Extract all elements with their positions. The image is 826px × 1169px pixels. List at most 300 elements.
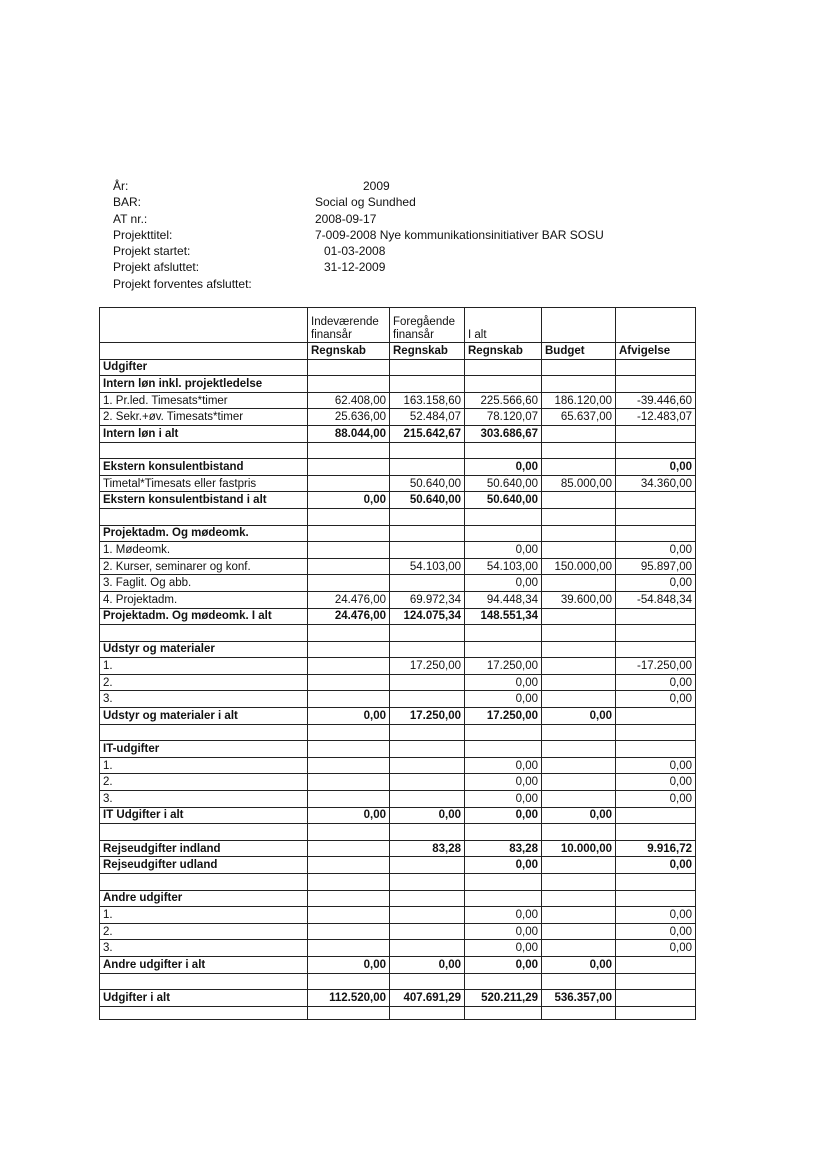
row-label-cell: Andre udgifter	[100, 890, 308, 907]
value-cell	[390, 824, 465, 841]
header-cell	[542, 308, 616, 343]
row-label-cell: Intern løn i alt	[100, 425, 308, 442]
value-cell: 0,00	[616, 674, 696, 691]
value-cell: 303.686,67	[465, 425, 542, 442]
row-label-cell: 1. Mødeomk.	[100, 542, 308, 559]
value-cell	[616, 492, 696, 509]
value-cell	[308, 741, 390, 758]
value-cell: 0,00	[542, 956, 616, 973]
header-cell: Regnskab	[390, 343, 465, 360]
value-cell	[390, 542, 465, 559]
value-cell	[542, 525, 616, 542]
row-label-cell: 3.	[100, 791, 308, 808]
value-cell	[616, 708, 696, 725]
value-cell: 0,00	[465, 956, 542, 973]
value-cell	[390, 741, 465, 758]
table-row	[100, 492, 696, 509]
table-row	[100, 376, 696, 393]
value-cell	[390, 857, 465, 874]
value-cell	[465, 824, 542, 841]
table-row	[100, 923, 696, 940]
value-cell	[390, 907, 465, 924]
value-cell: 0,00	[542, 807, 616, 824]
value-cell	[542, 824, 616, 841]
value-cell	[465, 890, 542, 907]
value-cell	[542, 608, 616, 625]
table-row	[100, 658, 696, 675]
value-cell	[616, 956, 696, 973]
value-cell: 150.000,00	[542, 558, 616, 575]
value-cell	[542, 508, 616, 525]
row-label-cell: Andre udgifter i alt	[100, 956, 308, 973]
value-cell	[308, 940, 390, 957]
row-label-cell: Rejseudgifter indland	[100, 840, 308, 857]
row-label-cell	[100, 724, 308, 741]
value-cell	[616, 874, 696, 891]
value-cell	[390, 508, 465, 525]
header-cell: Budget	[542, 343, 616, 360]
table-row	[100, 575, 696, 592]
value-cell	[308, 890, 390, 907]
value-cell	[308, 558, 390, 575]
value-cell: 24.476,00	[308, 591, 390, 608]
value-cell: 0,00	[616, 542, 696, 559]
value-cell: 0,00	[465, 575, 542, 592]
value-cell: 520.211,29	[465, 990, 542, 1007]
row-label-cell: 4. Projektadm.	[100, 591, 308, 608]
value-cell	[308, 625, 390, 642]
value-cell	[542, 774, 616, 791]
row-label-cell: 1.	[100, 757, 308, 774]
value-cell	[465, 625, 542, 642]
row-label-cell: 3.	[100, 691, 308, 708]
value-cell	[390, 890, 465, 907]
value-cell: 0,00	[465, 542, 542, 559]
value-cell: 9.916,72	[616, 840, 696, 857]
row-label-cell: 1.	[100, 907, 308, 924]
value-cell	[465, 641, 542, 658]
value-cell	[542, 907, 616, 924]
info-label: BAR:	[113, 195, 142, 210]
value-cell	[390, 724, 465, 741]
value-cell	[465, 508, 542, 525]
value-cell: 0,00	[616, 459, 696, 476]
value-cell: 163.158,60	[390, 392, 465, 409]
header-cell: Regnskab	[465, 343, 542, 360]
table-row	[100, 874, 696, 891]
row-label-cell: Ekstern konsulentbistand	[100, 459, 308, 476]
row-label-cell: Ekstern konsulentbistand i alt	[100, 492, 308, 509]
value-cell	[390, 923, 465, 940]
value-cell	[465, 973, 542, 990]
table-row	[100, 641, 696, 658]
value-cell	[542, 757, 616, 774]
value-cell	[616, 824, 696, 841]
row-label-cell	[100, 442, 308, 459]
row-label-cell: Intern løn inkl. projektledelse	[100, 376, 308, 393]
value-cell	[542, 459, 616, 476]
value-cell	[308, 525, 390, 542]
value-cell: -12.483,07	[616, 409, 696, 426]
table-row	[100, 724, 696, 741]
value-cell	[465, 741, 542, 758]
value-cell: 0,00	[616, 575, 696, 592]
value-cell: 62.408,00	[308, 392, 390, 409]
value-cell	[542, 674, 616, 691]
value-cell: 88.044,00	[308, 425, 390, 442]
value-cell: 0,00	[308, 492, 390, 509]
value-cell: -54.848,34	[616, 591, 696, 608]
row-label-cell: 1.	[100, 658, 308, 675]
value-cell: 225.566,60	[465, 392, 542, 409]
value-cell: 0,00	[465, 940, 542, 957]
value-cell	[542, 691, 616, 708]
value-cell: 52.484,07	[390, 409, 465, 426]
value-cell: 50.640,00	[465, 475, 542, 492]
value-cell	[308, 874, 390, 891]
row-label-cell	[100, 625, 308, 642]
table-row	[100, 625, 696, 642]
value-cell	[390, 359, 465, 376]
value-cell: 25.636,00	[308, 409, 390, 426]
value-cell: 0,00	[465, 907, 542, 924]
value-cell: 0,00	[465, 691, 542, 708]
value-cell	[465, 724, 542, 741]
value-cell: 54.103,00	[390, 558, 465, 575]
value-cell: 0,00	[465, 857, 542, 874]
header-cell	[100, 343, 308, 360]
table-row	[100, 840, 696, 857]
table-row	[100, 442, 696, 459]
table-row	[100, 973, 696, 990]
value-cell	[390, 625, 465, 642]
value-cell	[465, 525, 542, 542]
value-cell	[390, 774, 465, 791]
table-row	[100, 508, 696, 525]
table-row	[100, 824, 696, 841]
value-cell	[390, 575, 465, 592]
row-label-cell: Rejseudgifter udland	[100, 857, 308, 874]
table-row	[100, 1006, 696, 1019]
value-cell: 0,00	[465, 757, 542, 774]
value-cell	[390, 641, 465, 658]
value-cell	[616, 1006, 696, 1019]
value-cell: 124.075,34	[390, 608, 465, 625]
value-cell: 17.250,00	[390, 658, 465, 675]
value-cell	[542, 442, 616, 459]
value-cell	[542, 575, 616, 592]
value-cell	[308, 674, 390, 691]
row-label-cell: 3.	[100, 940, 308, 957]
value-cell: 215.642,67	[390, 425, 465, 442]
value-cell	[308, 923, 390, 940]
header-cell: Foregående finansår	[390, 308, 465, 343]
row-label-cell: Udgifter i alt	[100, 990, 308, 1007]
value-cell	[542, 641, 616, 658]
value-cell	[542, 857, 616, 874]
value-cell: -39.446,60	[616, 392, 696, 409]
value-cell	[308, 475, 390, 492]
table-row	[100, 807, 696, 824]
value-cell	[542, 724, 616, 741]
header-cell: Regnskab	[308, 343, 390, 360]
row-label-cell: Udgifter	[100, 359, 308, 376]
value-cell	[542, 376, 616, 393]
value-cell	[616, 807, 696, 824]
value-cell: 17.250,00	[465, 658, 542, 675]
value-cell	[542, 741, 616, 758]
row-label-cell: 2.	[100, 923, 308, 940]
value-cell	[616, 641, 696, 658]
table-row	[100, 741, 696, 758]
value-cell	[542, 625, 616, 642]
value-cell: 112.520,00	[308, 990, 390, 1007]
table-row	[100, 425, 696, 442]
budget-table	[99, 307, 696, 1020]
value-cell: 34.360,00	[616, 475, 696, 492]
value-cell: 0,00	[616, 923, 696, 940]
row-label-cell: 3. Faglit. Og abb.	[100, 575, 308, 592]
value-cell	[542, 890, 616, 907]
value-cell	[390, 874, 465, 891]
table-row	[100, 774, 696, 791]
info-label: År:	[113, 179, 129, 193]
value-cell: 85.000,00	[542, 475, 616, 492]
value-cell: 0,00	[616, 757, 696, 774]
info-value: 01-03-2008	[324, 244, 386, 259]
value-cell: 0,00	[542, 708, 616, 725]
row-label-cell: Projektadm. Og mødeomk.	[100, 525, 308, 542]
table-row	[100, 990, 696, 1007]
table-row	[100, 459, 696, 476]
row-label-cell: IT-udgifter	[100, 741, 308, 758]
table-row	[100, 890, 696, 907]
table-header-row	[100, 308, 696, 343]
value-cell	[390, 525, 465, 542]
table-row	[100, 525, 696, 542]
value-cell	[390, 459, 465, 476]
table-row	[100, 591, 696, 608]
value-cell: 0,00	[616, 774, 696, 791]
value-cell: 536.357,00	[542, 990, 616, 1007]
value-cell	[390, 376, 465, 393]
table-row	[100, 409, 696, 426]
value-cell: 0,00	[390, 956, 465, 973]
value-cell	[542, 923, 616, 940]
row-label-cell	[100, 508, 308, 525]
table-row	[100, 475, 696, 492]
value-cell	[308, 757, 390, 774]
table-subheader-row	[100, 343, 696, 360]
value-cell: 94.448,34	[465, 591, 542, 608]
value-cell	[308, 641, 390, 658]
table-row	[100, 691, 696, 708]
table-row	[100, 708, 696, 725]
value-cell: -17.250,00	[616, 658, 696, 675]
row-label-cell	[100, 824, 308, 841]
value-cell	[616, 990, 696, 1007]
value-cell	[308, 824, 390, 841]
row-label-cell: 2.	[100, 674, 308, 691]
value-cell	[542, 658, 616, 675]
value-cell	[308, 508, 390, 525]
table-row	[100, 907, 696, 924]
value-cell	[616, 359, 696, 376]
table-row	[100, 940, 696, 957]
table-row	[100, 392, 696, 409]
header-cell: Afvigelse	[616, 343, 696, 360]
value-cell: 50.640,00	[390, 475, 465, 492]
table-row	[100, 956, 696, 973]
row-label-cell: 2. Sekr.+øv. Timesats*timer	[100, 409, 308, 426]
row-label-cell: Projektadm. Og mødeomk. I alt	[100, 608, 308, 625]
value-cell	[308, 359, 390, 376]
value-cell: 186.120,00	[542, 392, 616, 409]
value-cell: 10.000,00	[542, 840, 616, 857]
value-cell	[542, 1006, 616, 1019]
budget-table-body	[100, 308, 696, 1020]
value-cell	[616, 608, 696, 625]
value-cell: 83,28	[465, 840, 542, 857]
value-cell: 0,00	[616, 691, 696, 708]
table-row	[100, 674, 696, 691]
value-cell: 17.250,00	[465, 708, 542, 725]
value-cell: 0,00	[465, 674, 542, 691]
value-cell	[308, 907, 390, 924]
value-cell	[616, 425, 696, 442]
info-label: AT nr.:	[113, 211, 148, 226]
value-cell: 50.640,00	[465, 492, 542, 509]
value-cell: 0,00	[308, 956, 390, 973]
value-cell	[465, 442, 542, 459]
row-label-cell: 2.	[100, 774, 308, 791]
row-label-cell	[100, 1006, 308, 1019]
value-cell: 17.250,00	[390, 708, 465, 725]
row-label-cell: Udstyr og materialer i alt	[100, 708, 308, 725]
value-cell	[308, 973, 390, 990]
info-label: Projekttitel:	[113, 227, 173, 242]
value-cell	[308, 376, 390, 393]
value-cell	[308, 442, 390, 459]
value-cell: 407.691,29	[390, 990, 465, 1007]
value-cell	[616, 376, 696, 393]
value-cell	[616, 973, 696, 990]
value-cell	[616, 890, 696, 907]
info-value: 2008-09-17	[315, 211, 377, 226]
value-cell: 78.120,07	[465, 409, 542, 426]
value-cell	[616, 442, 696, 459]
value-cell	[465, 359, 542, 376]
value-cell: 39.600,00	[542, 591, 616, 608]
info-value: Social og Sundhed	[315, 195, 416, 210]
value-cell: 0,00	[616, 940, 696, 957]
info-label: Projekt startet:	[113, 244, 191, 259]
row-label-cell: IT Udgifter i alt	[100, 807, 308, 824]
row-label-cell: 2. Kurser, seminarer og konf.	[100, 558, 308, 575]
info-value: 7-009-2008 Nye kommunikationsinitiativer BAR SOSU	[315, 227, 604, 242]
value-cell	[542, 542, 616, 559]
value-cell: 0,00	[308, 807, 390, 824]
value-cell: 0,00	[465, 459, 542, 476]
value-cell	[465, 874, 542, 891]
value-cell: 0,00	[616, 791, 696, 808]
table-row	[100, 558, 696, 575]
value-cell	[390, 674, 465, 691]
value-cell	[542, 791, 616, 808]
value-cell	[390, 940, 465, 957]
value-cell: 148.551,34	[465, 608, 542, 625]
value-cell	[390, 757, 465, 774]
value-cell: 95.897,00	[616, 558, 696, 575]
header-cell: Indeværende finansår	[308, 308, 390, 343]
value-cell	[616, 625, 696, 642]
value-cell: 69.972,34	[390, 591, 465, 608]
value-cell: 65.637,00	[542, 409, 616, 426]
value-cell	[542, 940, 616, 957]
value-cell: 24.476,00	[308, 608, 390, 625]
value-cell: 0,00	[308, 708, 390, 725]
value-cell	[308, 840, 390, 857]
value-cell: 0,00	[465, 923, 542, 940]
table-row	[100, 757, 696, 774]
row-label-cell: Udstyr og materialer	[100, 641, 308, 658]
value-cell	[308, 1006, 390, 1019]
value-cell	[308, 459, 390, 476]
table-row	[100, 542, 696, 559]
row-label-cell	[100, 973, 308, 990]
value-cell	[308, 857, 390, 874]
value-cell	[390, 791, 465, 808]
value-cell	[616, 724, 696, 741]
value-cell: 50.640,00	[390, 492, 465, 509]
value-cell	[308, 724, 390, 741]
table-row	[100, 791, 696, 808]
value-cell	[542, 359, 616, 376]
row-label-cell: 1. Pr.led. Timesats*timer	[100, 392, 308, 409]
value-cell	[308, 575, 390, 592]
value-cell	[542, 492, 616, 509]
value-cell: 0,00	[465, 807, 542, 824]
value-cell	[616, 741, 696, 758]
value-cell	[542, 425, 616, 442]
value-cell	[542, 874, 616, 891]
value-cell	[616, 525, 696, 542]
value-cell: 0,00	[465, 791, 542, 808]
row-label-cell: Timetal*Timesats eller fastpris	[100, 475, 308, 492]
value-cell	[390, 442, 465, 459]
info-value: 31-12-2009	[324, 260, 386, 275]
row-label-cell	[100, 874, 308, 891]
table-row	[100, 857, 696, 874]
value-cell	[390, 691, 465, 708]
value-cell	[308, 774, 390, 791]
value-cell: 54.103,00	[465, 558, 542, 575]
value-cell	[390, 1006, 465, 1019]
value-cell	[542, 973, 616, 990]
value-cell	[390, 973, 465, 990]
table-row	[100, 359, 696, 376]
value-cell: 0,00	[616, 857, 696, 874]
value-cell	[308, 542, 390, 559]
value-cell	[308, 691, 390, 708]
table-row	[100, 608, 696, 625]
value-cell: 0,00	[390, 807, 465, 824]
value-cell: 0,00	[616, 907, 696, 924]
info-label: Projekt forventes afsluttet:	[113, 276, 252, 291]
value-cell	[308, 791, 390, 808]
value-cell: 0,00	[465, 774, 542, 791]
value-cell	[465, 1006, 542, 1019]
